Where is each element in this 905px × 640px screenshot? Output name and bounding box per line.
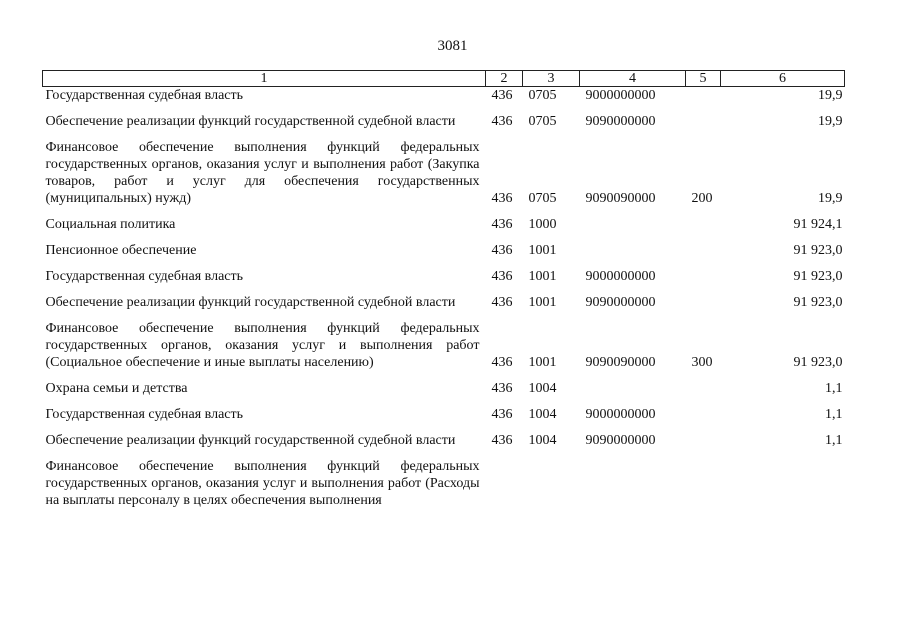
table-row (43, 113, 845, 130)
header-col-3: 3 (523, 71, 580, 87)
row-spacer-cell (43, 397, 845, 406)
row-spacer-cell (43, 311, 845, 320)
row-col-6: 91 923,0 (793, 243, 843, 258)
row-col-3: 1001 (528, 355, 557, 370)
row-col-3: 1001 (528, 295, 557, 310)
row-col-6: 91 923,0 (793, 295, 843, 310)
row-col-6: 1,1 (825, 407, 843, 422)
table-row (43, 380, 845, 397)
row-name: Государственная судебная власть (45, 407, 244, 422)
row-spacer (43, 233, 845, 242)
header-col-4: 4 (580, 71, 686, 87)
row-name: Охрана семьи и детства (45, 381, 188, 396)
row-col-2: 436 (491, 114, 513, 129)
row-spacer-cell (43, 371, 845, 380)
row-col-2: 436 (491, 295, 513, 310)
row-col-4 (580, 216, 686, 233)
row-name: Финансовое обеспечение выполнения функций федеральных государственных органов, оказания услуг и выполнения работ (Расходы на выплаты персоналу в целях обеспечения выполнения (45, 459, 480, 508)
table-row (43, 406, 845, 423)
row-col-2: 436 (491, 217, 513, 232)
row-spacer (43, 207, 845, 216)
row-name: Пенсионное обеспечение (45, 243, 197, 258)
row-spacer (43, 423, 845, 432)
row-col-6: 91 924,1 (793, 217, 843, 232)
row-col-5 (686, 87, 721, 105)
row-col-5 (686, 113, 721, 130)
row-col-2: 436 (491, 88, 513, 103)
row-col-3: 1000 (528, 217, 557, 232)
table-row (43, 87, 845, 105)
row-col-3: 1004 (528, 433, 557, 448)
row-col-3: 0705 (528, 114, 557, 129)
row-name: Государственная судебная власть (45, 88, 244, 103)
row-col-6: 19,9 (818, 114, 843, 129)
row-col-5 (686, 294, 721, 311)
row-col-2: 436 (491, 243, 513, 258)
row-col-5 (686, 406, 721, 423)
row-spacer-cell (43, 233, 845, 242)
row-col-2: 436 (491, 407, 513, 422)
table-row (43, 242, 845, 259)
row-col-5 (686, 458, 721, 509)
row-col-4: 9090000000 (585, 295, 656, 310)
table-body (43, 87, 845, 510)
row-spacer-cell (43, 285, 845, 294)
table-header (43, 71, 845, 87)
row-col-4: 9000000000 (585, 407, 656, 422)
row-col-2: 436 (491, 269, 513, 284)
row-col-5 (686, 432, 721, 449)
row-col-5 (686, 268, 721, 285)
table-row (43, 320, 845, 371)
table-row (43, 268, 845, 285)
row-col-3: 1001 (528, 243, 557, 258)
row-col-6: 1,1 (825, 433, 843, 448)
header-row (43, 71, 845, 87)
row-col-2 (486, 458, 523, 509)
row-spacer-cell (43, 259, 845, 268)
row-col-3 (523, 458, 580, 509)
row-spacer (43, 285, 845, 294)
row-spacer (43, 259, 845, 268)
row-col-5: 300 (691, 355, 713, 370)
row-col-3: 0705 (528, 88, 557, 103)
row-spacer (43, 449, 845, 458)
row-col-6: 91 923,0 (793, 355, 843, 370)
row-col-3: 1001 (528, 269, 557, 284)
row-col-4: 9000000000 (585, 88, 656, 103)
row-col-6 (721, 458, 845, 509)
page-number: 3081 (437, 38, 468, 54)
row-col-3: 0705 (528, 191, 557, 206)
row-col-5 (686, 242, 721, 259)
row-col-5 (686, 216, 721, 233)
row-name: Обеспечение реализации функций государственной судебной власти (45, 114, 456, 129)
header-col-6: 6 (721, 71, 845, 87)
table-row (43, 139, 845, 207)
row-col-4: 9090000000 (585, 433, 656, 448)
row-spacer-cell (43, 104, 845, 113)
table-row (43, 294, 845, 311)
header-col-2: 2 (486, 71, 523, 87)
row-spacer (43, 397, 845, 406)
row-col-4: 9090090000 (585, 355, 656, 370)
row-name: Социальная политика (45, 217, 176, 232)
row-col-5 (686, 380, 721, 397)
row-spacer-cell (43, 449, 845, 458)
row-spacer (43, 311, 845, 320)
row-col-3: 1004 (528, 381, 557, 396)
table-row (43, 458, 845, 509)
header-col-1: 1 (43, 71, 486, 87)
row-col-4 (580, 380, 686, 397)
row-col-2: 436 (491, 355, 513, 370)
row-col-4: 9090090000 (585, 191, 656, 206)
row-col-2: 436 (491, 381, 513, 396)
row-name: Финансовое обеспечение выполнения функций федеральных государственных органов, оказания услуг и выполнения работ (Социальное обеспечение и иные выплаты населению) (45, 321, 480, 370)
row-col-6: 19,9 (818, 191, 843, 206)
row-spacer (43, 371, 845, 380)
row-col-6: 1,1 (825, 381, 843, 396)
row-col-6: 19,9 (818, 88, 843, 103)
table-row (43, 216, 845, 233)
row-col-4 (580, 242, 686, 259)
row-name: Обеспечение реализации функций государственной судебной власти (45, 295, 456, 310)
row-name: Государственная судебная власть (45, 269, 244, 284)
budget-table (42, 70, 845, 509)
table-row (43, 432, 845, 449)
header-col-5: 5 (686, 71, 721, 87)
row-col-6: 91 923,0 (793, 269, 843, 284)
row-col-4: 9090000000 (585, 114, 656, 129)
row-spacer-cell (43, 207, 845, 216)
row-name: Обеспечение реализации функций государственной судебной власти (45, 433, 456, 448)
row-spacer (43, 130, 845, 139)
row-col-2: 436 (491, 191, 513, 206)
row-col-4 (580, 458, 686, 509)
row-spacer (43, 104, 845, 113)
row-col-5: 200 (691, 191, 713, 206)
row-spacer-cell (43, 423, 845, 432)
row-name: Финансовое обеспечение выполнения функций федеральных государственных органов, оказания услуг и выполнения работ (Закупка товаров, работ и услуг для обеспечения государственных (муниципальных) нужд) (45, 140, 480, 206)
row-spacer-cell (43, 130, 845, 139)
row-col-2: 436 (491, 433, 513, 448)
row-col-3: 1004 (528, 407, 557, 422)
row-col-4: 9000000000 (585, 269, 656, 284)
